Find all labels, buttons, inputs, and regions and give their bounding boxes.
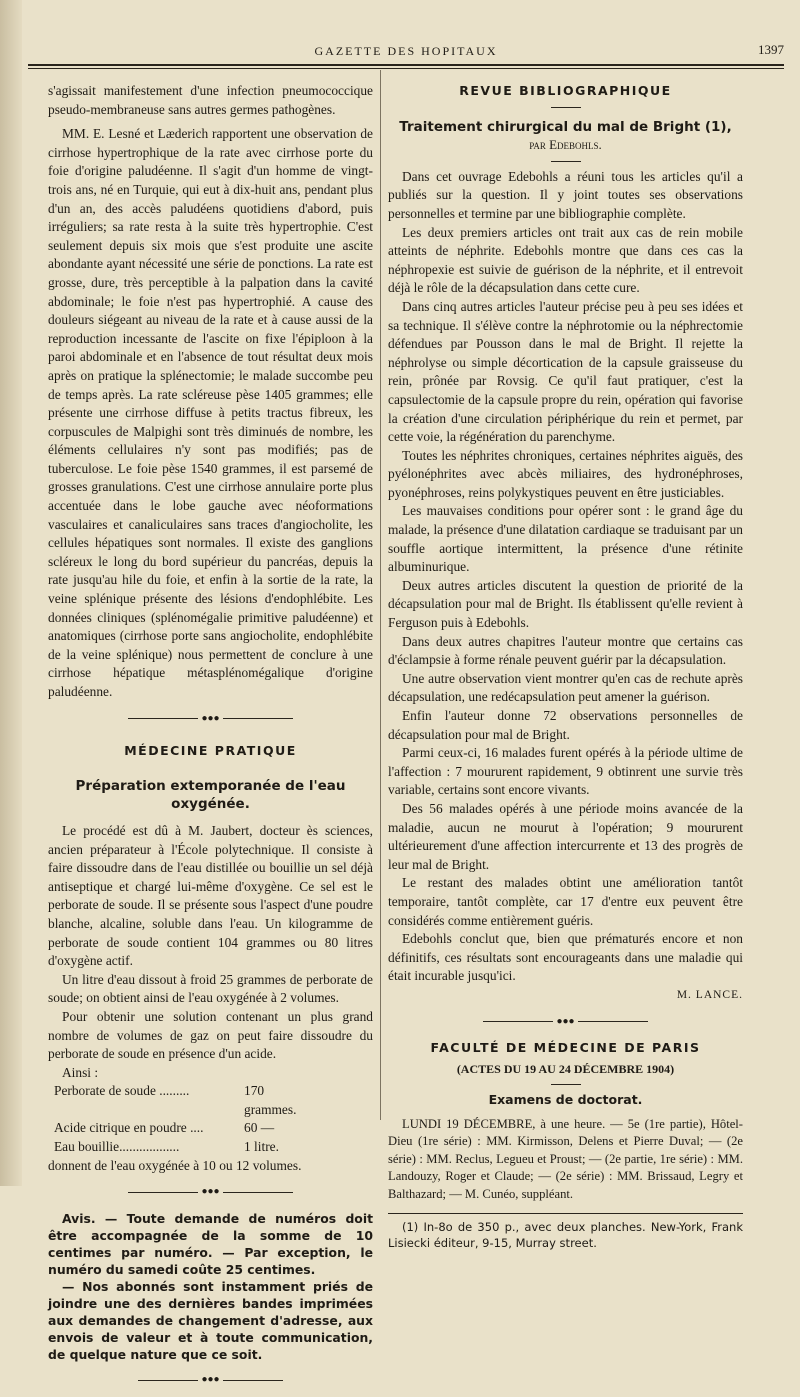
page-header <box>28 40 784 60</box>
footnote: (1) In-8o de 350 p., avec deux planches. New-York, Frank Lisiecki éditeur, 9-15, Murray street. <box>388 1220 743 1250</box>
section-title-faculte: FACULTÉ DE MÉDECINE DE PARIS <box>430 1040 701 1056</box>
journal-title: GAZETTE DES HOPITAUX <box>314 44 498 58</box>
section-title-revue: REVUE BIBLIOGRAPHIQUE <box>459 83 672 98</box>
recipe-qty: 170 grammes. <box>244 1083 297 1117</box>
exams-text: LUNDI 19 DÉCEMBRE, à une heure. — 5e (1re partie), Hôtel-Dieu (1re série) : MM. Kirmisson, Delens et Pierre Duval; — (2e série) : MM. Reclus, Legueu et Proust; — (2e partie, 1re série) : MM. Landouzy, Roger et Claude; — (2e série) : MM. Brissaud, Legry et Balthazard; — M. Cunéo, suppléant. <box>388 1116 743 1201</box>
review-signature: M. LANCE. <box>676 988 743 1001</box>
recipe-item: Perborate de soude ......... <box>54 1083 190 1099</box>
review-paragraph: Enfin l'auteur donne 72 observations personnelles de décapsulation pour mal de Bright. <box>388 708 743 742</box>
recipe-item: Eau bouillie.................. <box>54 1139 180 1155</box>
paragraph-lesne-laederich: MM. E. Lesné et Læderich rapportent une observation de cirrhose hypertrophique de la rate avec cirrhose porte du foie d'origine paludéenne. Il s'agit d'un homme de vingt-trois ans, né en Turquie, qui eut à dix-huit ans, pendant plus d'un an, des accès paludéens quotidiens d'abord, puis irréguliers; sa rate resta à la suite très hypertrophie. C'est seulement depuis six mois que s'est produite une ascite abondante ayant nécessité une série de ponctions. La rate est grosse, dure, très perceptible à la palpation dans la cavité abdominale; le foie n'est pas hypertrophié. A cause des douleurs siégeant au niveau de la rate et à cause aussi de la reproduction incessante de l'ascite on fixe l'épiploon à la paroi abdominale et en l'absence de tout résultat deux mois après on pratique la splénectomie; le malade succombe peu de temps après. La rate scléreuse pèse 1405 grammes; elle présente une cirrhose diffuse à petits tractus fibreux, les corpuscules de Malpighi sont très diminués de nombre, les éléments cellulaires n'y sont pas modifiés; pas de tuberculose. Le foie pèse 1540 grammes, il est parsemé de grosses granulations. C'est une cirrhose annulaire porte plus accentuée dans le lobe gauche avec néoformations vasculaires et canaliculaires sans traces d'angiocholite, les cellules hépatiques sont normales. Il existe des ganglions scléreux le long du bord supérieur du pancréas, depuis la rate jusqu'au hile du foie, et enfin à la sortie de la rate, la veine splénique présente des lésions d'endophlébite. Les données cliniques (splénomégalie primitive paludéenne) et anatomiques (cirrhose porte sans angiocholite, endophlébite de la veine splénique) nous permettent de conclure à une cirrhose hépatique métasplénomégalique d'origine paludéenne. <box>48 126 373 699</box>
header-rule-thick <box>28 64 784 66</box>
recipe-qty: 1 litre. <box>244 1139 279 1155</box>
author-short-rule <box>551 161 581 162</box>
review-paragraph: Edebohls conclut que, bien que prématurés encore et non définitifs, ces résultats sont encourageants dans une maladie qui était incurable jusqu'ici. <box>388 931 743 984</box>
end-ornament: ●●● <box>48 1371 373 1390</box>
section-title-medecine-pratique: MÉDECINE PRATIQUE <box>124 743 297 759</box>
review-paragraph: Des 56 malades opérés à une période moins avancée de la maladie, aucun ne mourut à l'opération; 9 moururent ultérieurement d'une affection intercurrente et 13 des progrès de leur mal de Bright. <box>388 800 743 872</box>
review-paragraph: Dans cet ouvrage Edebohls a réuni tous les articles qu'il a publiés sur la question. Il y joint toutes ses observations personnelles et termine par une bibliographie complète. <box>388 168 743 221</box>
paragraph-solution: Pour obtenir une solution contenant un plus grand nombre de volumes de gaz on peut faire dissoudre du perborate de soude en présence d'un acide. <box>48 1008 373 1062</box>
section-short-rule <box>551 107 581 108</box>
book-title: Traitement chirurgical du mal de Bright (1), <box>399 118 732 135</box>
review-paragraph: Dans deux autres chapitres l'auteur montre que certains cas d'éclampsie à forme rénale peuvent guérir par la décapsulation. <box>388 633 743 668</box>
review-paragraph: Dans cinq autres articles l'auteur précise peu à peu ses idées et sa technique. Il s'élève contre la néphrotomie ou la néphrectomie défendues par Pousson dans le mal de Bright. Il rejette la néphrolyse ou simple décortication de la capsule graisseuse du rein, prônée par Rovsig. Ce qu'il faut pratiquer, c'est la capsulectomie de la capsule propre du rein, opération qui favorise la création d'une circulation périphérique du rein et permet, par cette voie, la régénération du parenchyme. <box>388 298 743 445</box>
footnote-rule <box>388 1213 743 1214</box>
recipe-table <box>54 1082 373 1156</box>
left-column <box>48 82 373 1397</box>
exams-title: Examens de doctorat. <box>488 1092 643 1108</box>
review-paragraph: Toutes les néphrites chroniques, certaines néphrites aiguës, des pyélonéphrites avec abcès miliaires, des hydronéphroses, pyonéphroses, reins polykystiques peuvent en être justiciables. <box>388 447 743 500</box>
article-title-eau-oxygenee: Préparation extemporanée de l'eau oxygénée. <box>75 777 346 813</box>
faculty-ornament: ●●● <box>388 1013 743 1032</box>
notice-abonnes: — Nos abonnés sont instamment priés de joindre une des dernières bandes imprimées aux demandes de changement d'adresse, aux envois de valeur et à toute communication, de quelque nature que ce soit. <box>48 1278 373 1362</box>
page-binding-edge <box>0 0 22 1186</box>
book-author: par Edebohls. <box>529 137 602 153</box>
review-paragraph: Les deux premiers articles ont trait aux cas de rein mobile atteints de néphrite. Edebohls montre que dans ces cas la néphropexie est suivie de guérison de la néphrite, et il entrevoit déjà le rôle de la décapsulation dans cette cure. <box>388 224 743 296</box>
review-paragraph: Les mauvaises conditions pour opérer sont : le grand âge du malade, la présence d'une dilatation cardiaque se traduisant par un souffle aortique intermittent, la présence d'une rétinite albuminurique. <box>388 503 743 575</box>
notice-ornament: ●●● <box>48 1183 373 1202</box>
faculty-dates: (ACTES DU 19 AU 24 DÉCEMBRE 1904) <box>456 1061 675 1076</box>
paragraph-result: donnent de l'eau oxygénée à 10 ou 12 volumes. <box>48 1157 302 1173</box>
header-rule-thin <box>28 68 784 69</box>
paragraph-litre-eau: Un litre d'eau dissout à froid 25 grammes de perborate de soude; on obtient ainsi de l'eau oxygénée à 2 volumes. <box>48 971 373 1006</box>
notice-avis: Avis. — Toute demande de numéros doit être accompagnée de la somme de 10 centimes par numéro. — Par exception, le numéro du samedi coûte 25 centimes. <box>48 1210 373 1277</box>
paragraph-ainsi: Ainsi : <box>62 1064 99 1080</box>
paragraph-continued: s'agissait manifestement d'une infection pneumococcique pseudo-membraneuse sans autres germes pathogènes. <box>48 83 373 117</box>
review-paragraph: Le restant des malades obtint une amélioration tantôt temporaire, tantôt complète, car 17 d'entre eux peuvent être considérés comme entièrement guéris. <box>388 875 743 928</box>
paragraph-procede: Le procédé est dû à M. Jaubert, docteur ès sciences, ancien préparateur à l'École polytechnique. Il consiste à faire dissoudre dans de l'eau distillée ou bouillie un sel déjà antiseptique et chargé lui-même d'oxygène. Ce sel est le perborate de soude. Il se présente sous l'aspect d'une poudre blanche, alcaline, soluble dans l'eau. Un kilogramme de perborate de soude contient 104 grammes ou 80 litres d'oxygène actif. <box>48 822 373 969</box>
recipe-item: Acide citrique en poudre .... <box>54 1120 204 1136</box>
section-ornament: ●●● <box>48 710 373 729</box>
column-divider <box>380 70 381 1120</box>
right-column <box>388 82 743 1251</box>
review-paragraph: Deux autres articles discutent la question de priorité de la décapsulation pour mal de Bright. Ils établissent qu'elle revient à Ferguson puis à Edebohls. <box>388 577 743 631</box>
page-number: 1397 <box>758 42 784 57</box>
recipe-qty: 60 — <box>244 1120 275 1136</box>
review-paragraph: Parmi ceux-ci, 16 malades furent opérés à la période ultime de l'affection : 7 moururent rapidement, 9 obtinrent une survie très variable, certains sont encore vivants. <box>388 745 743 798</box>
review-paragraph: Une autre observation vient montrer qu'en cas de rechute après décapsulation, une redécapsulation peut amener la guérison. <box>388 670 743 705</box>
faculty-short-rule <box>551 1084 581 1085</box>
